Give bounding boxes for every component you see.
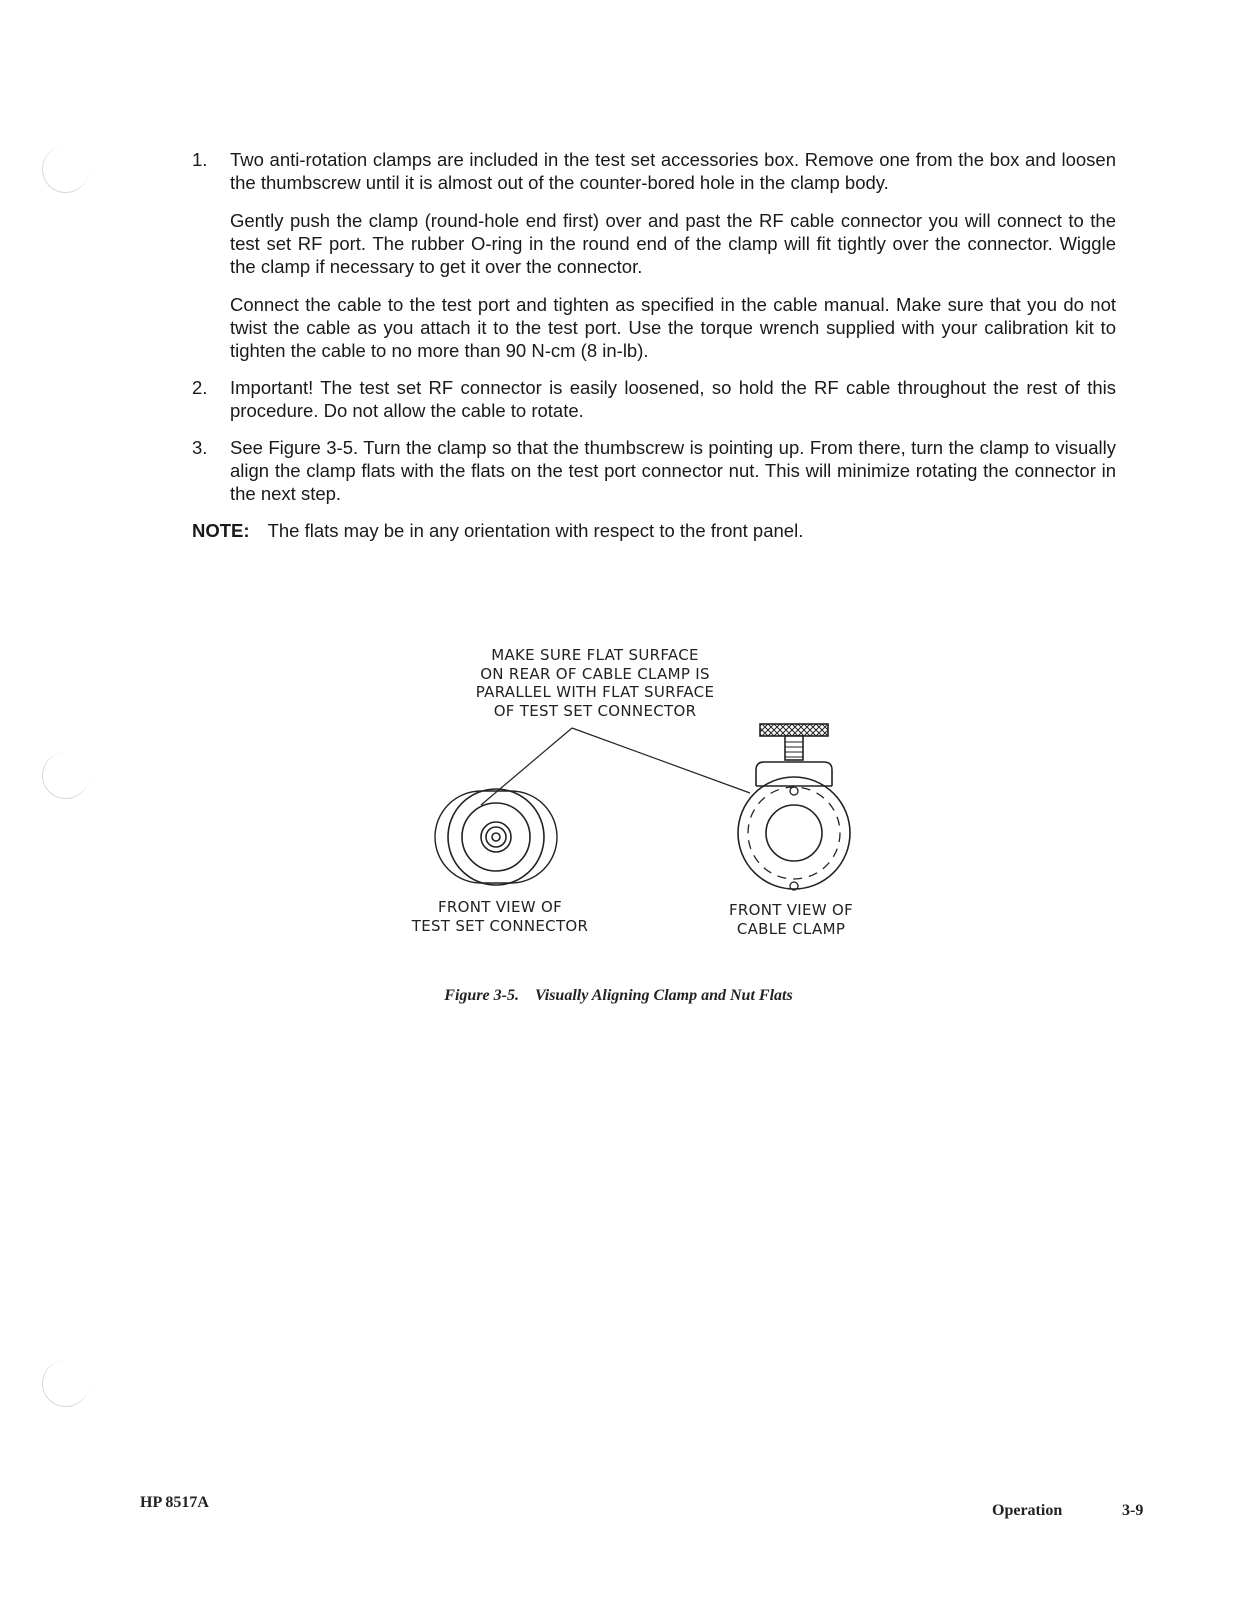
step-paragraph: Important! The test set RF connector is easily loosened, so hold the RF cable throughout the rest of this procedure. Do not allow the cable to rotate. (230, 377, 1116, 421)
left-label: FRONT VIEW OF TEST SET CONNECTOR (411, 898, 589, 935)
step-1 (192, 148, 1116, 362)
cable-clamp-drawing (738, 724, 850, 890)
footer-page-number: 3-9 (1122, 1502, 1144, 1519)
footer-section: Operation (992, 1502, 1063, 1519)
step-number: 2. (192, 377, 208, 398)
step-2 (192, 376, 1116, 422)
procedure-body (192, 148, 1116, 542)
footer-model: HP 8517A (140, 1494, 209, 1511)
punch-hole-middle (42, 752, 89, 799)
caption-title: Visually Aligning Clamp and Nut Flats (534, 987, 793, 1004)
note-text: The flats may be in any orientation with respect to the front panel. (267, 520, 804, 541)
step-paragraph: See Figure 3-5. Turn the clamp so that the thumbscrew is pointing up. From there, turn the clamp to visually align the clamp flats with the flats on the test port connector nut. This will minimize rotating the connector in the next step. (230, 437, 1116, 504)
step-3 (192, 436, 1116, 505)
step-number: 1. (192, 149, 208, 170)
note (192, 519, 1116, 542)
right-label: FRONT VIEW OF CABLE CLAMP (728, 901, 854, 938)
punch-hole-top (42, 146, 89, 193)
figure-3-5 (390, 640, 890, 960)
callout-leader-lines (481, 728, 750, 805)
note-label: NOTE: (192, 520, 250, 541)
callout-text: MAKE SURE FLAT SURFACE ON REAR OF CABLE CLAMP IS PARALLEL WITH FLAT SURFACE OF TEST SET CONNECTOR (475, 646, 715, 720)
figure-caption (0, 987, 1237, 1005)
step-paragraph: Connect the cable to the test port and tighten as specified in the cable manual. Make sure that you do not twist the cable as you attach it to the test port. Use the torque wrench supplied with your calibration kit to tighten the cable to no more than 90 N-cm (8 in-lb). (230, 294, 1116, 361)
step-number: 3. (192, 437, 208, 458)
caption-number: Figure 3-5. (444, 987, 519, 1004)
punch-hole-bottom (42, 1360, 89, 1407)
test-set-connector-drawing (435, 789, 557, 885)
step-paragraph: Gently push the clamp (round-hole end first) over and past the RF cable connector you will connect to the test set RF port. The rubber O-ring in the round end of the clamp will fit tightly over the connector. Wiggle the clamp if necessary to get it over the connector. (230, 210, 1116, 277)
step-paragraph: Two anti-rotation clamps are included in the test set accessories box. Remove one from the box and loosen the thumbscrew until it is almost out of the counter-bored hole in the clamp body. (230, 149, 1116, 193)
